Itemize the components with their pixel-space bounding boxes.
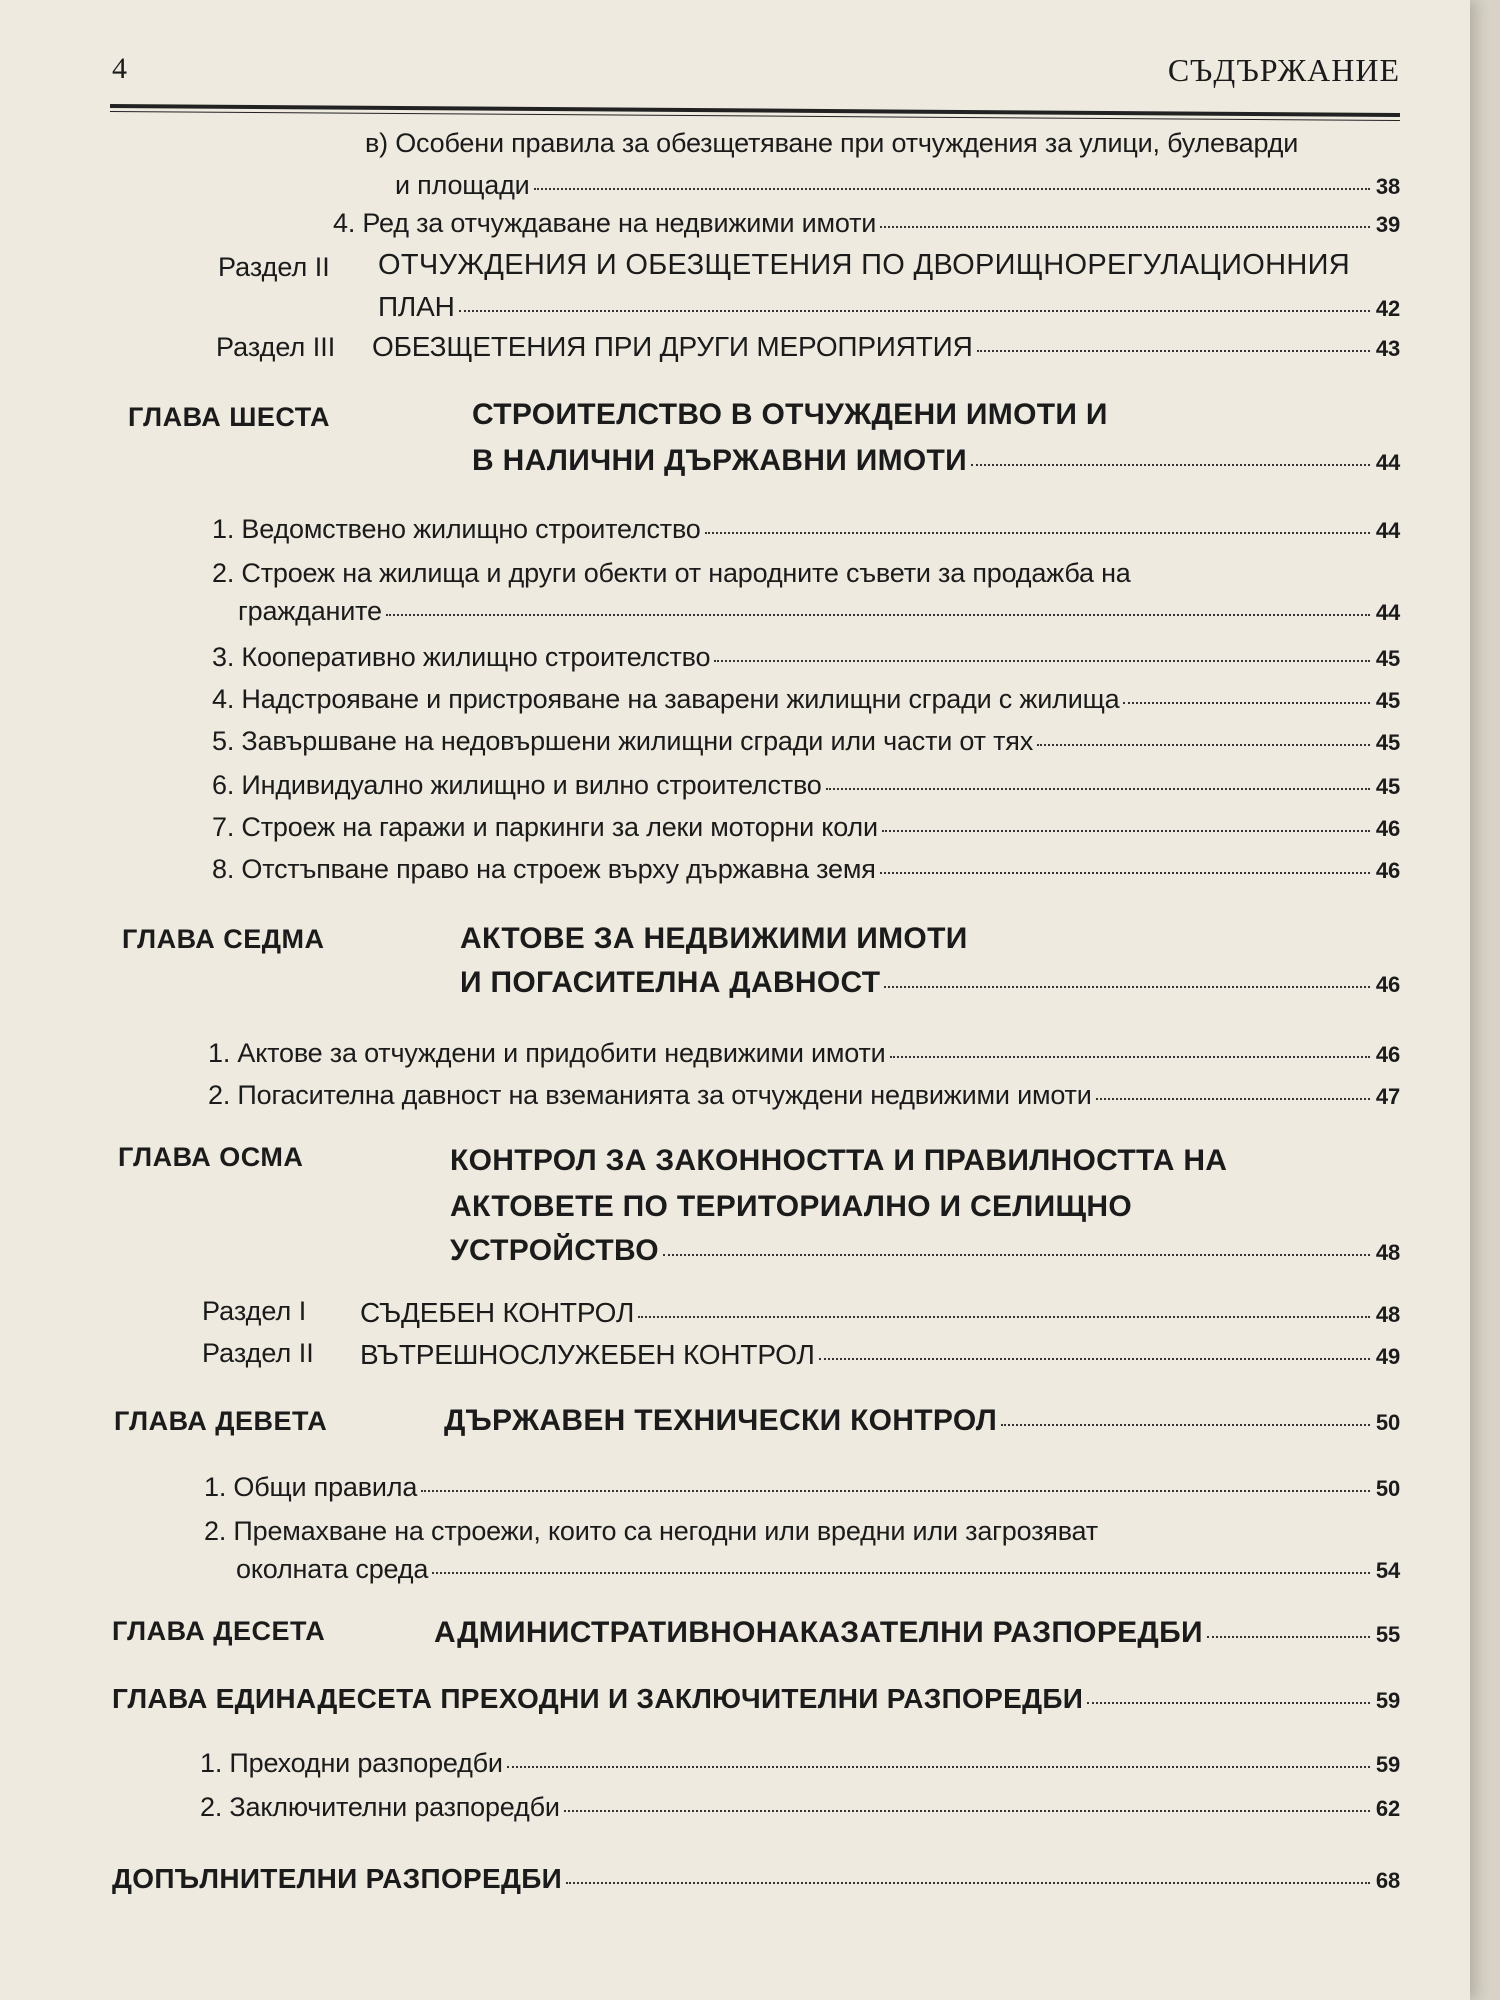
- section-title: СЪДЕБЕН КОНТРОЛ: [360, 1297, 635, 1328]
- section-label: Раздел II: [218, 252, 330, 282]
- page-ref: 45: [1375, 688, 1400, 713]
- toc-item-label: 1. Актове за отчуждени и придобити недвижими имоти: [208, 1038, 886, 1068]
- chapter-label: ГЛАВА ДЕВЕТА: [114, 1406, 328, 1436]
- page-ref: 42: [1375, 296, 1400, 321]
- toc-item-v-line1: в) Особени правила за обезщетяване при отчуждения за улици, булеварди: [365, 128, 1299, 158]
- toc-item-label-cont: околната среда: [236, 1554, 429, 1584]
- toc-item-label: 4. Ред за отчуждаване на недвижими имоти: [333, 208, 877, 238]
- dot-leader: [705, 532, 1370, 534]
- toc-item: [212, 810, 1400, 846]
- page-ref: 45: [1375, 730, 1400, 755]
- toc-chapter-9: [444, 1404, 1400, 1440]
- dot-leader: [971, 464, 1370, 466]
- chapter-label-text: ГЛАВА ЕДИНАДЕСЕТА: [112, 1683, 433, 1714]
- dot-leader: [534, 188, 1370, 190]
- dot-leader: [1037, 744, 1370, 746]
- toc-chapter-11: [112, 1682, 1400, 1718]
- section-title: ОБЕЗЩЕТЕНИЯ ПРИ ДРУГИ МЕРОПРИЯТИЯ: [372, 331, 973, 362]
- toc-item-label: 5. Завършване на недовършени жилищни сгради или части от тях: [212, 726, 1034, 756]
- toc-item-v-line2: и площади: [395, 170, 530, 200]
- dot-leader: [1096, 1098, 1370, 1100]
- chapter-title: ПРЕХОДНИ И ЗАКЛЮЧИТЕЛНИ РАЗПОРЕДБИ: [440, 1683, 1084, 1714]
- toc-section: [360, 1296, 1400, 1332]
- toc-section-3: [372, 330, 1400, 366]
- dot-leader: [663, 1254, 1370, 1256]
- dot-leader: [977, 350, 1370, 352]
- dot-leader: [421, 1490, 1370, 1492]
- chapter-title-line2: АКТОВЕТЕ ПО ТЕРИТОРИАЛНО И СЕЛИЩНО: [450, 1190, 1132, 1223]
- page-ref: 38: [1375, 174, 1400, 199]
- toc-item-label: 2. Премахване на строежи, които са негодни или вредни или загрозяват: [204, 1516, 1098, 1546]
- chapter-title-line2: В НАЛИЧНИ ДЪРЖАВНИ ИМОТИ: [472, 444, 968, 477]
- toc-item: [212, 512, 1400, 548]
- toc-item: [212, 724, 1400, 760]
- toc-item: [204, 1470, 1400, 1506]
- toc-item: [200, 1746, 1400, 1782]
- dot-leader: [432, 1572, 1370, 1574]
- dot-leader: [566, 1882, 1370, 1884]
- dot-leader: [507, 1766, 1370, 1768]
- toc-item: [212, 768, 1400, 804]
- toc-item-label: 2. Погасителна давност на вземанията за отчуждени недвижими имоти: [208, 1080, 1092, 1110]
- page-ref: 59: [1375, 1688, 1400, 1713]
- dot-leader: [884, 986, 1370, 988]
- running-head: СЪДЪРЖАНИЕ: [1167, 52, 1400, 88]
- dot-leader: [386, 614, 1370, 616]
- page-ref: 59: [1375, 1752, 1400, 1777]
- page-ref: 45: [1375, 646, 1400, 671]
- toc-item: [212, 682, 1400, 718]
- page-ref: 50: [1375, 1476, 1400, 1501]
- chapter-label: ГЛАВА СЕДМА: [122, 924, 325, 954]
- page-ref: 48: [1375, 1302, 1400, 1327]
- page-ref: 48: [1375, 1240, 1400, 1265]
- section-label: Раздел I: [202, 1296, 307, 1326]
- toc-section: [360, 1338, 1400, 1374]
- page-ref: 45: [1375, 774, 1400, 799]
- page-ref: 54: [1375, 1558, 1400, 1583]
- toc-item-v: [395, 168, 1400, 204]
- chapter-title-line2: И ПОГАСИТЕЛНА ДАВНОСТ: [460, 966, 881, 999]
- dot-leader: [882, 830, 1370, 832]
- page-ref: 46: [1375, 1042, 1400, 1067]
- dot-leader: [459, 310, 1370, 312]
- chapter-title-line1: АКТОВЕ ЗА НЕДВИЖИМИ ИМОТИ: [460, 922, 968, 955]
- toc-chapter-6: [472, 444, 1400, 480]
- toc-item: [212, 852, 1400, 888]
- toc-item-label: 1. Общи правила: [204, 1472, 418, 1502]
- chapter-title-line3: УСТРОЙСТВО: [450, 1234, 659, 1267]
- toc-chapter-7: [460, 966, 1400, 1002]
- toc-additional: [112, 1862, 1400, 1898]
- chapter-title: АДМИНИСТРАТИВНОНАКАЗАТЕЛНИ РАЗПОРЕДБИ: [434, 1616, 1203, 1649]
- dot-leader: [714, 660, 1370, 662]
- toc-chapter-10: [434, 1616, 1400, 1652]
- page-ref: 43: [1375, 336, 1400, 361]
- page-ref: 47: [1375, 1084, 1400, 1109]
- toc-item-label: 2. Строеж на жилища и други обекти от народните съвети за продажба на: [212, 558, 1131, 588]
- dot-leader: [564, 1810, 1370, 1812]
- chapter-label: ГЛАВА ОСМА: [118, 1142, 304, 1172]
- toc-item: [212, 640, 1400, 676]
- page-number: 4: [112, 52, 127, 85]
- toc-item-label: 7. Строеж на гаражи и паркинги за леки моторни коли: [212, 812, 878, 842]
- toc-item: [208, 1078, 1400, 1114]
- toc-item: [208, 1036, 1400, 1072]
- section-title-line2: ПЛАН: [378, 291, 455, 322]
- toc-item-4: [333, 206, 1400, 242]
- section-title: ВЪТРЕШНОСЛУЖЕБЕН КОНТРОЛ: [360, 1339, 815, 1370]
- dot-leader: [638, 1316, 1370, 1318]
- chapter-title-line1: СТРОИТЕЛСТВО В ОТЧУЖДЕНИ ИМОТИ И: [472, 398, 1108, 431]
- page-ref: 39: [1375, 212, 1400, 237]
- toc-item-label: 8. Отстъпване право на строеж върху държавна земя: [212, 854, 876, 884]
- dot-leader: [1207, 1636, 1370, 1638]
- chapter-title-line1: КОНТРОЛ ЗА ЗАКОННОСТТА И ПРАВИЛНОСТТА НА: [450, 1144, 1228, 1177]
- chapter-title: ДЪРЖАВЕН ТЕХНИЧЕСКИ КОНТРОЛ: [444, 1404, 998, 1437]
- page-ref: 44: [1375, 600, 1400, 625]
- toc-chapter-8: [450, 1234, 1400, 1270]
- page-ref: 44: [1375, 518, 1400, 543]
- page-ref: 68: [1375, 1868, 1400, 1893]
- page-ref: 44: [1375, 450, 1400, 475]
- section-title-line1: ОТЧУЖДЕНИЯ И ОБЕЗЩЕТЕНИЯ ПО ДВОРИЩНОРЕГУЛАЦИОННИЯ: [378, 249, 1351, 281]
- dot-leader: [819, 1358, 1370, 1360]
- toc-item: [238, 594, 1400, 630]
- chapter-label: ГЛАВА ДЕСЕТА: [112, 1616, 326, 1646]
- dot-leader: [1123, 702, 1369, 704]
- header-rule: [110, 104, 1400, 121]
- toc-item-label: 1. Преходни разпоредби: [200, 1748, 503, 1778]
- page-ref: 62: [1375, 1796, 1400, 1821]
- page-ref: 46: [1375, 972, 1400, 997]
- chapter-title: ДОПЪЛНИТЕЛНИ РАЗПОРЕДБИ: [112, 1863, 563, 1894]
- toc-item-label: 3. Кооперативно жилищно строителство: [212, 642, 711, 672]
- dot-leader: [880, 872, 1370, 874]
- chapter-label: ГЛАВА ШЕСТА: [128, 402, 330, 432]
- toc-item-label-cont: гражданите: [238, 596, 382, 626]
- page-ref: 46: [1375, 858, 1400, 883]
- toc-item-label: 2. Заключителни разпоредби: [200, 1792, 560, 1822]
- toc-item-label: 4. Надстрояване и пристрояване на заварени жилищни сгради с жилища: [212, 684, 1120, 714]
- dot-leader: [890, 1056, 1370, 1058]
- dot-leader: [1001, 1424, 1370, 1426]
- page-ref: 46: [1375, 816, 1400, 841]
- toc-item-label: 1. Ведомствено жилищно строителство: [212, 514, 701, 544]
- chapter-label: [112, 1682, 1083, 1716]
- toc-item: [236, 1552, 1400, 1588]
- page-ref: 55: [1375, 1622, 1400, 1647]
- page-ref: 50: [1375, 1410, 1400, 1435]
- dot-leader: [880, 226, 1370, 228]
- section-label: Раздел II: [202, 1338, 314, 1368]
- toc-section-2: [378, 290, 1400, 326]
- toc-item-label: 6. Индивидуално жилищно и вилно строителство: [212, 770, 822, 800]
- section-label: Раздел III: [216, 332, 336, 362]
- page-ref: 49: [1375, 1344, 1400, 1369]
- dot-leader: [1087, 1702, 1370, 1704]
- dot-leader: [826, 788, 1370, 790]
- toc-item: [200, 1790, 1400, 1826]
